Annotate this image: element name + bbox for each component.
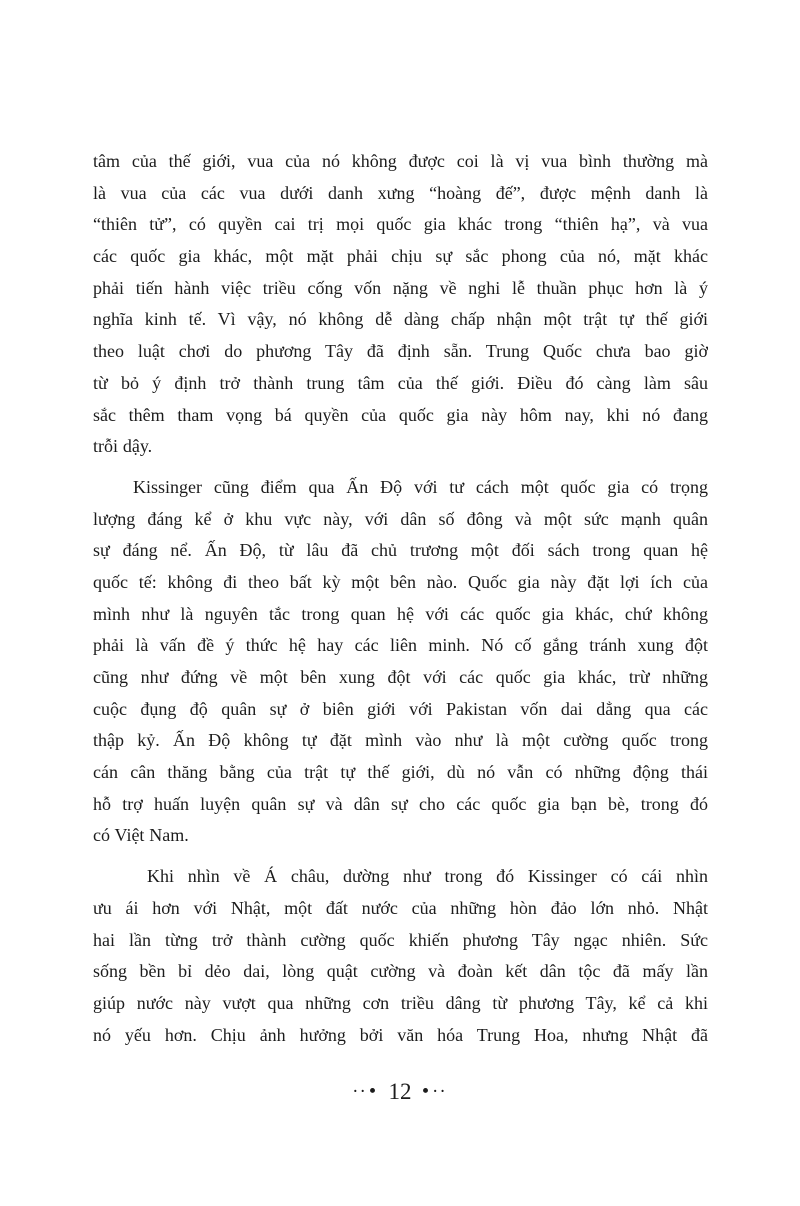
- footer-ornament-left: ··•: [352, 1082, 380, 1102]
- text-line: có Việt Nam.: [93, 825, 189, 846]
- page-number: 12: [388, 1079, 412, 1104]
- text-line: lượng đáng kể ở khu vực này, với dân số đông và một sức mạnh quân: [93, 508, 708, 529]
- text-line: giúp nước này vượt qua những cơn triều dâng từ phương Tây, kể cả khi: [93, 992, 708, 1013]
- text-line: cũng như đứng về một bên xung đột với các quốc gia khác, trừ những: [93, 667, 708, 687]
- text-line: nó yếu hơn. Chịu ảnh hưởng bởi văn hóa Trung Hoa, nhưng Nhật đã: [93, 1024, 708, 1045]
- text-line: các quốc gia khác, một mặt phải chịu sự sắc phong của nó, mặt khác: [93, 246, 708, 267]
- text-line: mình như là nguyên tắc trong quan hệ với các quốc gia khác, chứ không: [93, 603, 708, 624]
- paragraph: [93, 861, 708, 1051]
- page-text: [93, 146, 708, 1051]
- text-line: Khi nhìn về Á châu, dường như trong đó Kissinger có cái nhìn: [147, 866, 708, 887]
- text-line: “thiên tử”, có quyền cai trị mọi quốc gia khác trong “thiên hạ”, và vua: [93, 214, 708, 235]
- text-line: là vua của các vua dưới danh xưng “hoàng đế”, được mệnh danh là: [93, 182, 708, 203]
- text-line: trỗi dậy.: [93, 436, 153, 457]
- text-line: từ bỏ ý định trở thành trung tâm của thế giới. Điều đó càng làm sâu: [93, 372, 708, 393]
- paragraph: [93, 472, 708, 852]
- page-footer: [0, 1077, 800, 1110]
- text-line: hai lần từng trở thành cường quốc khiến phương Tây ngạc nhiên. Sức: [93, 929, 708, 950]
- text-line: Kissinger cũng điểm qua Ấn Độ với tư cách một quốc gia có trọng: [133, 476, 708, 497]
- text-line: sắc thêm tham vọng bá quyền của quốc gia này hôm nay, khi nó đang: [93, 404, 708, 425]
- text-line: cán cân thăng bằng của trật tự thế giới, dù nó vẫn có những động thái: [93, 762, 708, 783]
- text-line: theo luật chơi do phương Tây đã định sẵn. Trung Quốc chưa bao giờ: [93, 341, 708, 362]
- text-line: sự đáng nể. Ấn Độ, từ lâu đã chủ trương một đối sách trong quan hệ: [93, 540, 708, 561]
- text-line: phải là vấn đề ý thức hệ hay các liên minh. Nó cố gắng tránh xung đột: [93, 635, 708, 656]
- text-line: cuộc đụng độ quân sự ở biên giới với Pakistan vốn dai dẳng qua các: [93, 698, 708, 719]
- text-line: hỗ trợ huấn luyện quân sự và dân sự cho các quốc gia bạn bè, trong đó: [93, 793, 708, 814]
- text-line: nghĩa kinh tế. Vì vậy, nó không dễ dàng chấp nhận một trật tự thế giới: [93, 309, 708, 330]
- text-line: sống bền bỉ dẻo dai, lòng quật cường và đoàn kết dân tộc đã mấy lần: [93, 961, 708, 982]
- text-line: phải tiến hành việc triều cống vốn nặng về nghi lễ thuần phục hơn là ý: [93, 277, 708, 298]
- text-line: tâm của thế giới, vua của nó không được coi là vị vua bình thường mà: [93, 151, 708, 171]
- text-line: thập kỷ. Ấn Độ không tự đặt mình vào như là một cường quốc trong: [93, 730, 708, 751]
- text-line: quốc tế: không đi theo bất kỳ một bên nào. Quốc gia này đặt lợi ích của: [93, 571, 708, 592]
- paragraph: [93, 146, 708, 463]
- text-line: ưu ái hơn với Nhật, một đất nước của những hòn đảo lớn nhỏ. Nhật: [93, 897, 708, 918]
- footer-ornament-right: •··: [420, 1082, 448, 1102]
